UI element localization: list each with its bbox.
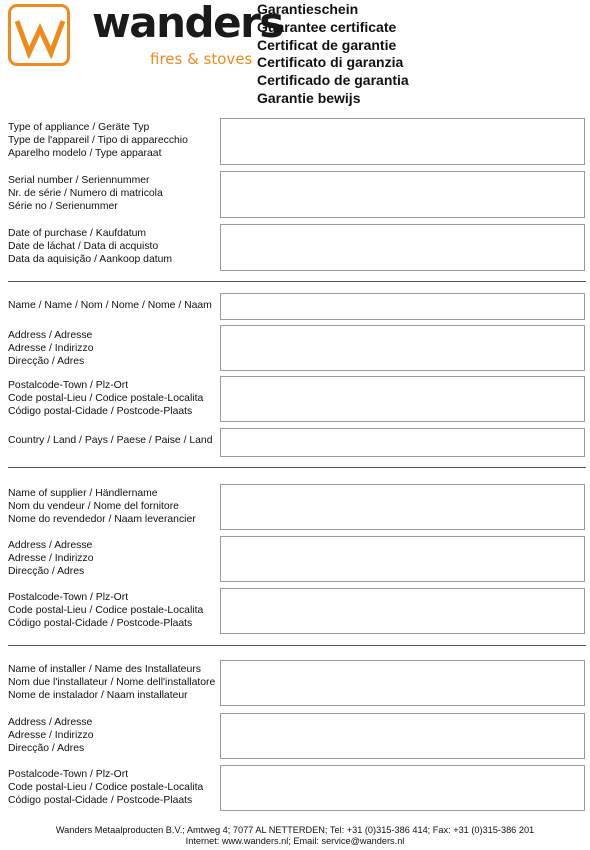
customer-address-field[interactable] bbox=[220, 325, 585, 371]
section-divider bbox=[8, 467, 586, 468]
supplier-postal-label: Postalcode-Town / Plz-Ort Code postal-Lieu / Codice postale-Localita Código postal-Cidade / Postcode-Plaats bbox=[8, 592, 204, 629]
title-en: Guarantee certificate bbox=[257, 18, 397, 35]
customer-address-label: Address / Adresse Adresse / Indirizzo Direcção / Adres bbox=[8, 330, 94, 367]
installer-address-field[interactable] bbox=[220, 713, 585, 759]
supplier-postal-field[interactable] bbox=[220, 588, 585, 634]
supplier-address-field[interactable] bbox=[220, 536, 585, 582]
purchase-date-field[interactable] bbox=[220, 224, 585, 271]
customer-country-field[interactable] bbox=[220, 428, 585, 457]
title-nl: Garantie bewijs bbox=[257, 89, 361, 106]
title-pt: Certificado de garantia bbox=[257, 72, 409, 89]
brand-logo bbox=[8, 4, 70, 66]
supplier-name-label: Name of supplier / Händlername Nom du vendeur / Nome del fornitore Nome do revendedor / Naam leverancier bbox=[8, 488, 196, 525]
title-it: Certificato di garanzia bbox=[257, 54, 404, 71]
supplier-address-label: Address / Adresse Adresse / Indirizzo Direcção / Adres bbox=[8, 540, 94, 577]
w-logo-icon bbox=[15, 13, 65, 59]
footer-web-line: Internet: www.wanders.nl; Email: service@wanders.nl bbox=[185, 836, 405, 846]
installer-name-label: Name of installer / Name des Installateurs Nom due l'installateur / Nome dell'installatore Nome de instalador / Naam installateur bbox=[8, 664, 216, 701]
customer-postal-label: Postalcode-Town / Plz-Ort Code postal-Lieu / Codice postale-Localita Código postal-Cidade / Postcode-Plaats bbox=[8, 380, 204, 417]
title-fr: Certificat de garantie bbox=[257, 36, 397, 53]
brand-name: wanders bbox=[92, 0, 283, 47]
customer-country-label: Country / Land / Pays / Paese / Paise / Land bbox=[8, 435, 213, 446]
customer-name-label: Name / Name / Nom / Nome / Nome / Naam bbox=[8, 300, 212, 311]
serial-number-label: Serial number / Seriennummer Nr. de série / Numero di matricola Série no / Serienummer bbox=[8, 175, 163, 212]
section-divider bbox=[8, 645, 586, 646]
appliance-type-field[interactable] bbox=[220, 118, 585, 165]
certificate-titles bbox=[257, 1, 409, 108]
installer-name-field[interactable] bbox=[220, 660, 585, 706]
serial-number-field[interactable] bbox=[220, 171, 585, 218]
section-divider bbox=[8, 281, 586, 282]
customer-postal-field[interactable] bbox=[220, 376, 585, 422]
footer-address-line: Wanders Metaalproducten B.V.; Amtweg 4; 7077 AL NETTERDEN; Tel: +31 (0)315-386 414; Fax: +31 (0)315-386 201 bbox=[55, 825, 535, 835]
installer-postal-label: Postalcode-Town / Plz-Ort Code postal-Lieu / Codice postale-Localita Código postal-Cidade / Postcode-Plaats bbox=[8, 769, 204, 806]
appliance-type-label: Type of appliance / Geräte Typ Type de l'appareil / Tipo di apparecchio Aparelho modelo / Type apparaat bbox=[8, 122, 188, 159]
purchase-date-label: Date of purchase / Kaufdatum Date de láchat / Data di acquisto Data da aquisição / Aankoop datum bbox=[8, 228, 173, 265]
brand-tagline: fires & stoves bbox=[150, 50, 253, 68]
supplier-name-field[interactable] bbox=[220, 484, 585, 530]
company-contact-info bbox=[0, 825, 590, 847]
customer-name-field[interactable] bbox=[220, 293, 585, 320]
installer-address-label: Address / Adresse Adresse / Indirizzo Direcção / Adres bbox=[8, 717, 94, 754]
title-de: Garantieschein bbox=[257, 1, 359, 17]
installer-postal-field[interactable] bbox=[220, 765, 585, 811]
